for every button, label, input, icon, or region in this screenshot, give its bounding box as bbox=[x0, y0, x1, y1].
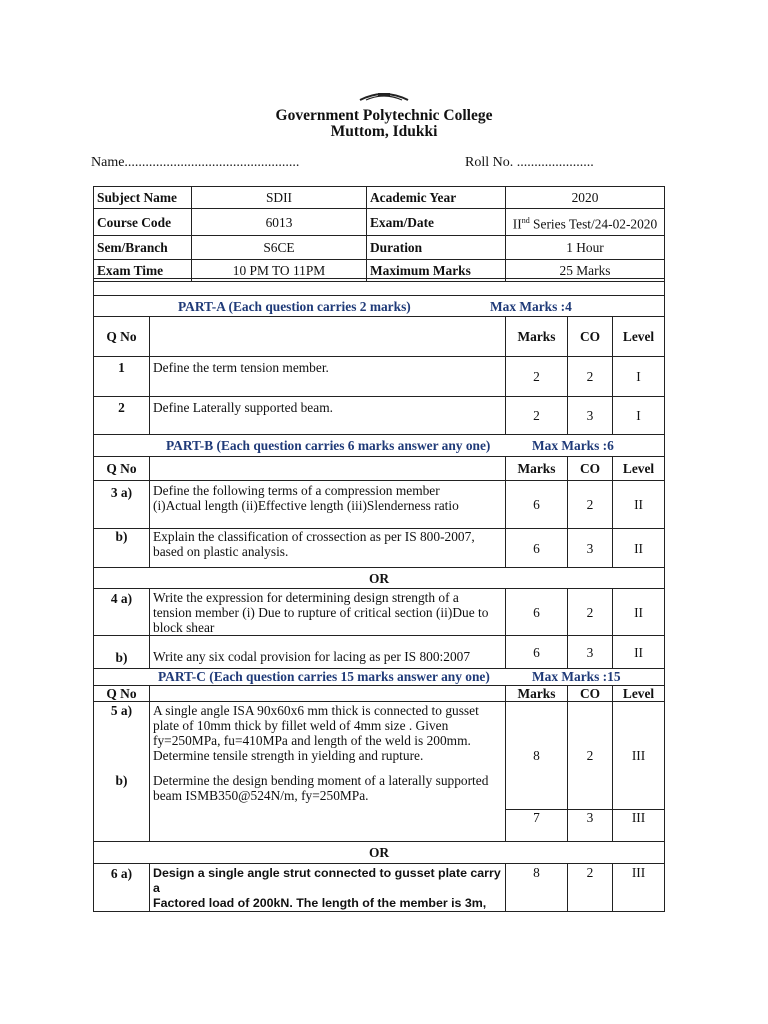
question-level: II bbox=[613, 589, 665, 636]
question-number: b) bbox=[94, 636, 150, 669]
col-qno: Q No bbox=[94, 457, 150, 481]
question-text: Write any six codal provision for lacing as per IS 800:2007 bbox=[150, 636, 506, 669]
max-marks-value: 25 Marks bbox=[506, 260, 665, 282]
col-marks: Marks bbox=[506, 457, 568, 481]
question-row bbox=[94, 481, 665, 529]
header-row bbox=[94, 317, 665, 357]
question-marks: 2 bbox=[506, 397, 568, 435]
col-marks: Marks bbox=[506, 686, 568, 702]
question-row bbox=[94, 529, 665, 568]
question-text: Define Laterally supported beam. bbox=[150, 397, 506, 435]
info-row bbox=[94, 236, 665, 260]
part-a-title: PART-A (Each question carries 2 marks) bbox=[178, 299, 411, 314]
spacer-row bbox=[94, 279, 665, 296]
question-marks: 8 bbox=[506, 864, 568, 912]
part-c-max-marks: Max Marks :15 bbox=[532, 669, 621, 684]
exam-time-label: Exam Time bbox=[94, 260, 192, 282]
info-row bbox=[94, 187, 665, 209]
or-row bbox=[94, 842, 665, 864]
course-code-value: 6013 bbox=[192, 209, 367, 236]
question-number: 5 a) b) bbox=[94, 702, 150, 842]
part-b-max-marks: Max Marks :6 bbox=[532, 438, 614, 453]
part-c-title: PART-C (Each question carries 15 marks answer any one) bbox=[158, 669, 490, 684]
part-a-max-marks: Max Marks :4 bbox=[490, 299, 572, 314]
col-level: Level bbox=[613, 457, 665, 481]
info-row bbox=[94, 209, 665, 236]
duration-value: 1 Hour bbox=[506, 236, 665, 260]
question-marks: 6 bbox=[506, 636, 568, 669]
college-name: Government Polytechnic College bbox=[275, 107, 493, 124]
col-marks: Marks bbox=[506, 317, 568, 357]
question-marks: 8 bbox=[506, 702, 568, 810]
question-text: Design a single angle strut connected to gusset plate carry a Factored load of 200kN. The length of the member is 3m, bbox=[150, 864, 506, 912]
question-marks: 6 bbox=[506, 481, 568, 529]
duration-label: Duration bbox=[367, 236, 506, 260]
exam-info-table bbox=[93, 186, 665, 282]
question-level: III bbox=[613, 810, 665, 842]
exam-date-label: Exam/Date bbox=[367, 209, 506, 236]
question-row bbox=[94, 397, 665, 435]
question-co: 2 bbox=[568, 357, 613, 397]
question-text: Explain the classification of crossection as per IS 800-2007, based on plastic analysis. bbox=[150, 529, 506, 568]
questions-table bbox=[93, 278, 665, 912]
name-field[interactable]: Name.................................................. bbox=[91, 155, 300, 170]
question-level: II bbox=[613, 636, 665, 669]
question-number: b) bbox=[94, 529, 150, 568]
col-qno: Q No bbox=[94, 686, 150, 702]
or-divider: OR bbox=[94, 842, 665, 864]
question-level: III bbox=[613, 702, 665, 810]
question-row bbox=[94, 702, 665, 810]
exam-date-value: IInd Series Test/24-02-2020 bbox=[506, 209, 665, 236]
question-co: 3 bbox=[568, 810, 613, 842]
question-level: III bbox=[613, 864, 665, 912]
question-level: II bbox=[613, 529, 665, 568]
question-level: I bbox=[613, 397, 665, 435]
question-number: 3 a) bbox=[94, 481, 150, 529]
question-text: A single angle ISA 90x60x6 mm thick is connected to gusset plate of 10mm thick by fillet weld of 4mm size . Given fy=250MPa, fu=410MPa and length of the weld is 200mm. Determine tensile strength in yielding and rupture. Determine the design bending moment of a laterally supported beam ISMB350@524N/m, fy=250MPa. bbox=[150, 702, 506, 842]
question-text: Write the expression for determining design strength of a tension member (i) Due to rupture of critical section (ii)Due to block shear bbox=[150, 589, 506, 636]
college-emblem-icon bbox=[358, 90, 410, 102]
max-marks-label: Maximum Marks bbox=[367, 260, 506, 282]
col-co: CO bbox=[568, 686, 613, 702]
question-number: 2 bbox=[94, 397, 150, 435]
question-marks: 6 bbox=[506, 529, 568, 568]
part-c-title-row bbox=[94, 669, 665, 686]
col-co: CO bbox=[568, 457, 613, 481]
col-level: Level bbox=[613, 686, 665, 702]
question-number: 1 bbox=[94, 357, 150, 397]
col-co: CO bbox=[568, 317, 613, 357]
subject-name-label: Subject Name bbox=[94, 187, 192, 209]
question-co: 2 bbox=[568, 864, 613, 912]
question-co: 3 bbox=[568, 397, 613, 435]
header-row bbox=[94, 686, 665, 702]
course-code-label: Course Code bbox=[94, 209, 192, 236]
roll-no-field[interactable]: Roll No. ...................... bbox=[465, 155, 594, 170]
question-row bbox=[94, 864, 665, 912]
question-co: 2 bbox=[568, 481, 613, 529]
question-text: Define the following terms of a compression member (i)Actual length (ii)Effective length (iii)Slenderness ratio bbox=[150, 481, 506, 529]
question-co: 3 bbox=[568, 529, 613, 568]
question-marks: 2 bbox=[506, 357, 568, 397]
or-divider: OR bbox=[94, 568, 665, 589]
part-b-title-row bbox=[94, 435, 665, 457]
question-row bbox=[94, 589, 665, 636]
academic-year-label: Academic Year bbox=[367, 187, 506, 209]
part-a-title-row bbox=[94, 296, 665, 317]
header-row bbox=[94, 457, 665, 481]
col-level: Level bbox=[613, 317, 665, 357]
question-co: 2 bbox=[568, 702, 613, 810]
question-text: Define the term tension member. bbox=[150, 357, 506, 397]
subject-name-value: SDII bbox=[192, 187, 367, 209]
question-row bbox=[94, 636, 665, 669]
part-b-title: PART-B (Each question carries 6 marks answer any one) bbox=[166, 438, 491, 453]
question-co: 3 bbox=[568, 636, 613, 669]
college-location: Muttom, Idukki bbox=[330, 123, 438, 140]
col-qno: Q No bbox=[94, 317, 150, 357]
question-number: 4 a) bbox=[94, 589, 150, 636]
exam-time-value: 10 PM TO 11PM bbox=[192, 260, 367, 282]
sem-branch-value: S6CE bbox=[192, 236, 367, 260]
academic-year-value: 2020 bbox=[506, 187, 665, 209]
question-row bbox=[94, 357, 665, 397]
question-level: II bbox=[613, 481, 665, 529]
sem-branch-label: Sem/Branch bbox=[94, 236, 192, 260]
question-number: 6 a) bbox=[94, 864, 150, 912]
question-marks: 6 bbox=[506, 589, 568, 636]
or-row bbox=[94, 568, 665, 589]
question-marks: 7 bbox=[506, 810, 568, 842]
question-level: I bbox=[613, 357, 665, 397]
question-co: 2 bbox=[568, 589, 613, 636]
